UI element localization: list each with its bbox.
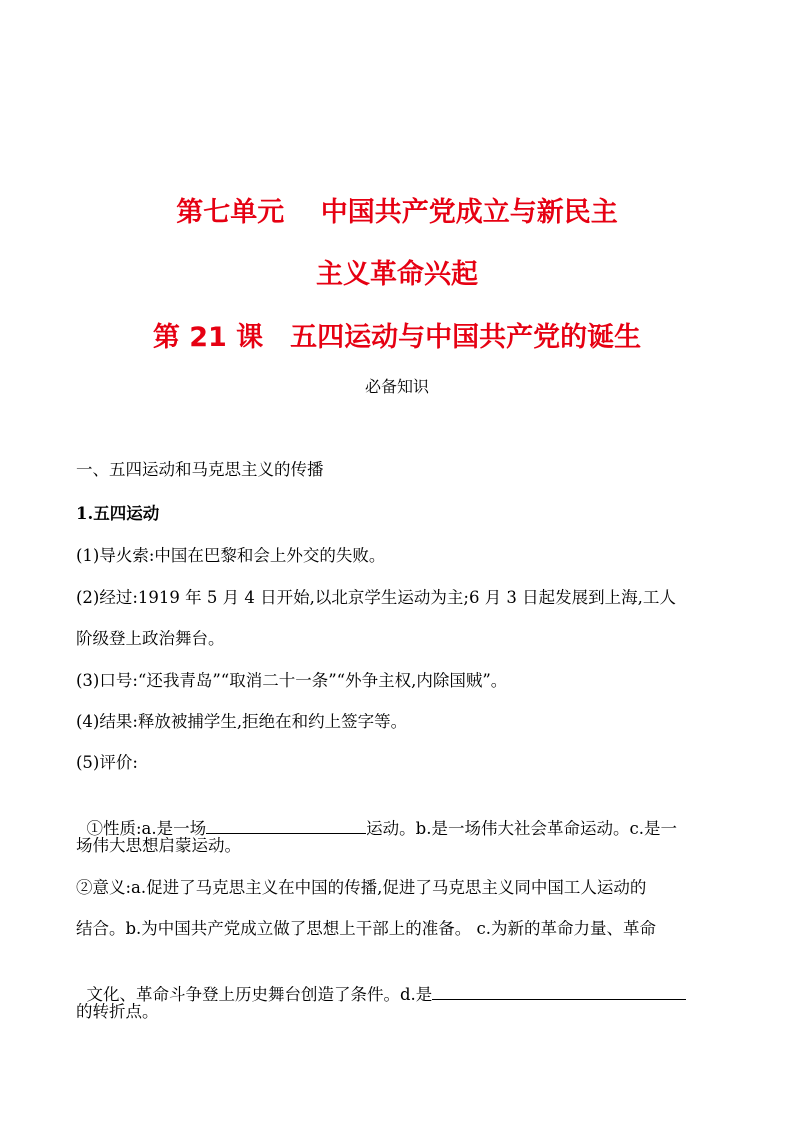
item-significance-line-3 [76,960,686,1006]
topic-heading: 1.五四运动 [76,504,160,523]
nature-text-before: ①性质:a.是一场 [86,819,207,838]
item-significance-line-2: 结合。b.为中国共产党成立做了思想上干部上的准备。 c.为新的革命力量、革命 [76,919,657,938]
unit-title-line-1: 第七单元 中国共产党成立与新民主 [176,197,618,228]
item-slogans: (3)口号:“还我青岛”“取消二十一条”“外争主权,内除国贼”。 [76,671,508,690]
significance-text-before: 文化、革命斗争登上历史舞台创造了条件。d.是 [86,985,433,1004]
item-nature-line-1 [76,794,677,840]
item-evaluation: (5)评价: [76,753,138,772]
unit-title-line-2: 主义革命兴起 [316,259,478,290]
nature-text-after: 运动。b.是一场伟大社会革命运动。c.是一 [366,819,677,838]
section-subtitle: 必备知识 [364,377,429,396]
item-significance-line-1: ②意义:a.促进了马克思主义在中国的传播,促进了马克思主义同中国工人运动的 [76,878,647,897]
fill-in-blank[interactable] [432,982,686,1000]
item-nature-line-2: 场伟大思想启蒙运动。 [76,836,241,855]
item-result: (4)结果:释放被捕学生,拒绝在和约上签字等。 [76,712,408,731]
item-process-line-2: 阶级登上政治舞台。 [76,629,225,648]
lesson-title: 第 21 课 五四运动与中国共产党的诞生 [152,322,642,353]
fill-in-blank[interactable] [206,816,366,834]
item-trigger: (1)导火索:中国在巴黎和会上外交的失败。 [76,546,386,565]
item-process-line-1: (2)经过:1919 年 5 月 4 日开始,以北京学生运动为主;6 月 3 日起发展到上海,工人 [76,588,676,607]
item-significance-line-4: 的转折点。 [76,1002,159,1021]
section-heading: 一、五四运动和马克思主义的传播 [76,460,324,479]
